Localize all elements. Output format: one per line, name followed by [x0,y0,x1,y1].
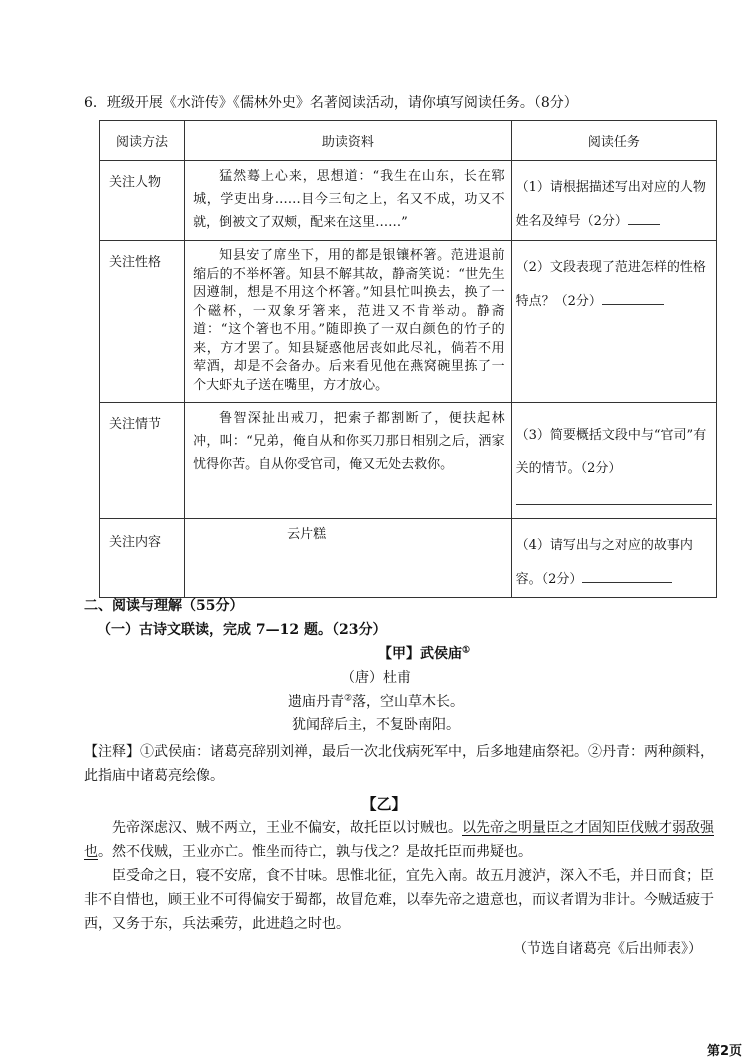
row-material: 云片糕 [185,519,512,598]
answer-blank[interactable] [582,568,672,583]
reading-task-table [99,120,717,598]
header-task: 阅读任务 [511,121,716,161]
section-2-heading: 二、阅读与理解（55分） [84,598,244,614]
row-task: （3）简要概括文段中与“官司”有关的情节。（2分） [515,428,707,476]
note-marker: ① [461,645,471,656]
row-task-cell [511,403,716,519]
prose-paragraph-2: 臣受命之日，寝不安席，食不甘味。思惟北征，宜先入南。故五月渡泸，深入不毛，并日而食；臣非不自惜也，顾王业不可得偏安于蜀都，故冒危难，以奉先帝之遗意也，而议者谓为非计。今贼适疲于西，又务于东，兵法乘劳，此进趋之时也。 [84,868,714,932]
row-task-cell [511,519,716,598]
row-task: （2）文段表现了范进怎样的性格特点？（2分） [515,260,706,309]
row-method: 关注性格 [100,241,185,403]
answer-blank[interactable] [628,210,660,225]
underlined-sentence: 以先帝之明量臣之才固知臣伐贼才弱敌强也 [84,820,714,860]
question-6-prompt: 6．班级开展《水浒传》《儒林外史》名著阅读活动，请你填写阅读任务。（8分） [84,95,578,111]
row-method: 关注人物 [100,161,185,241]
prose-paragraph-1: 先帝深虑汉、贼不两立，王业不偏安，故托臣以讨贼也。以先帝之明量臣之才固知臣伐贼才弱敌强也。然不伐贼，王业亦亡。惟坐而待亡，孰与伐之？是故托臣而弗疑也。 [84,820,714,860]
answer-blank[interactable] [602,290,664,305]
row-method: 关注内容 [100,519,185,598]
header-material: 助读资料 [185,121,512,161]
row-task-cell [511,241,716,403]
page-number: 第2页 [706,1044,742,1059]
row-material: 猛然蓦上心来，思想道：“我生在山东，长在郓城，学吏出身……目今三旬之上，名又不成，功又不就，倒被文了双颊，配来在这里……” [185,161,512,241]
poem-line-1: 遗庙丹青②落，空山草木长。 [287,693,465,710]
source-citation: （节选自诸葛亮《后出师表》） [513,941,702,957]
table-row [100,241,717,403]
table-header-row [100,121,717,161]
row-material: 知县安了席坐下，用的都是银镶杯箸。范进退前缩后的不举杯箸。知县不解其故，静斋笑说：“世先生因遵制，想是不用这个杯箸。”知县忙叫换去，换了一个磁杯，一双象牙箸来，范进又不肯举动。静斋道：“这个箸也不用。”随即换了一双白颜色的竹子的来，方才罢了。知县疑惑他居丧如此尽礼，倘若不用荤酒，却是不会备办。后来看见他在燕窝碗里拣了一个大虾丸子送在嘴里，方才放心。 [185,241,512,403]
row-method: 关注情节 [100,403,185,519]
table-row [100,161,717,241]
table-row [100,519,717,598]
poem-author: （唐）杜甫 [341,670,411,686]
subsection-1-heading: （一）古诗文联读，完成 7—12 题。（23分） [97,622,387,638]
poem-title: 【甲】武侯庙① [377,645,471,662]
poem-line-2: 犹闻辞后主，不复卧南阳。 [292,717,460,733]
table-row [100,403,717,519]
annotation: 【注释】①武侯庙：诸葛亮辞别刘禅，最后一次北伐病死军中，后多地建庙祭祀。②丹青：两种颜料，此指庙中诸葛亮绘像。 [84,744,714,784]
note-marker: ② [343,693,353,704]
passage-b-title: 【乙】 [361,795,407,813]
row-task-cell [511,161,716,241]
row-material: 鲁智深扯出戒刀，把索子都割断了，便扶起林冲，叫：“兄弟，俺自从和你买刀那日相别之后，洒家忧得你苦。自从你受官司，俺又无处去救你。 [185,403,512,519]
row-task: （4）请写出与之对应的故事内容。（2分） [515,538,693,587]
answer-blank[interactable] [516,490,712,505]
header-method: 阅读方法 [100,121,185,161]
row-task: （1）请根据描述写出对应的人物姓名及绰号（2分） [515,180,706,229]
